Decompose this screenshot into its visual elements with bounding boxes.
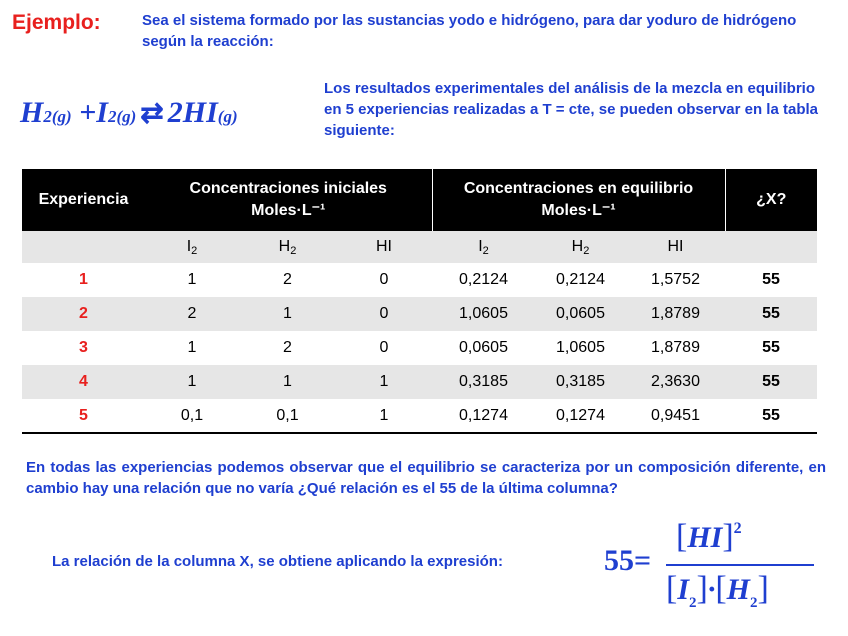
- example-heading: Ejemplo:: [12, 11, 101, 34]
- header-experiencia: Experiencia: [22, 169, 145, 231]
- denominator-i: I: [677, 573, 690, 606]
- numerator-exponent: 2: [733, 520, 742, 537]
- subheader-i2-equilibrium: $I_2$: [432, 231, 535, 263]
- intro-text: Sea el sistema formado por las sustancias yodo e hidrógeno, para dar yoduro de hidrógeno según la reacción:: [142, 12, 797, 50]
- formula-fraction: [666, 514, 816, 614]
- cell-hi-initial: 1: [336, 365, 432, 399]
- relation-text: La relación de la columna X, se obtiene aplicando la expresión:: [52, 553, 503, 570]
- equilibrium-formula: [604, 514, 824, 614]
- cell-hi-initial: 0: [379, 271, 389, 288]
- product-hi: 2HI: [167, 96, 218, 129]
- cell-hi-initial: 1: [336, 399, 432, 433]
- cell-h2-initial: 2: [283, 339, 292, 356]
- cell-x: 55: [725, 399, 817, 433]
- header-equilibrium-line1: Concentraciones en equilibrio: [463, 180, 694, 197]
- cell-hi-equilibrium: 1,8789: [626, 297, 725, 331]
- cell-h2-equilibrium: 0,0605: [535, 297, 626, 331]
- header-initial-concentrations: [145, 169, 432, 231]
- cell-i2-initial: 1: [145, 365, 239, 399]
- table-header-row: [22, 169, 817, 231]
- cell-hi-initial: 0: [379, 339, 389, 356]
- subheader-h2-initial: $H_2$: [239, 231, 336, 263]
- cell-experiencia: 4: [22, 365, 145, 399]
- reaction-equation: [20, 96, 238, 130]
- header-initial-line2: Moles·L⁻¹: [251, 202, 326, 219]
- cell-h2-initial: 2: [283, 271, 292, 288]
- cell-experiencia: 5: [22, 399, 145, 433]
- cell-i2-equilibrium: 0,0605: [459, 339, 508, 356]
- table-row: [22, 297, 817, 331]
- cell-hi-equilibrium: 1,8789: [651, 339, 700, 356]
- subheader-empty: [22, 231, 145, 263]
- subheader-i2-initial: $I_2$: [145, 231, 239, 263]
- cell-h2-equilibrium: 0,3185: [535, 365, 626, 399]
- cell-x: 55: [725, 297, 817, 331]
- cell-i2-initial: 1: [187, 339, 197, 356]
- cell-hi-initial: 0: [336, 297, 432, 331]
- fraction-bar: [666, 564, 814, 566]
- cell-experiencia: 3: [79, 339, 88, 356]
- formula-lhs: 55=: [604, 544, 652, 577]
- cell-i2-initial: 0,1: [145, 399, 239, 433]
- header-x: ¿X?: [725, 169, 817, 231]
- denominator-h: H: [726, 573, 751, 606]
- formula-numerator: [HI]$^2$: [676, 518, 742, 555]
- plus-sign: +: [79, 96, 97, 129]
- header-initial-line1: Concentraciones iniciales: [189, 180, 387, 197]
- formula-equals: =: [634, 544, 652, 577]
- cell-h2-initial: 1: [239, 297, 336, 331]
- table-row: [22, 365, 817, 399]
- reactant-h: H: [20, 96, 44, 129]
- cell-h2-equilibrium: 0,2124: [556, 271, 605, 288]
- denominator-i-subscript: 2: [689, 595, 697, 611]
- header-equilibrium-line2: Moles·L⁻¹: [541, 202, 616, 219]
- formula-denominator: $[I_2]\cdot[H_2]$: [666, 570, 769, 611]
- table-subheader-row: [22, 231, 817, 263]
- subheader-h2-equilibrium: $H_2$: [535, 231, 626, 263]
- experiment-table: [22, 169, 817, 434]
- results-text: Los resultados experimentales del análisis de la mezcla en equilibrio en 5 experiencias realizadas a T = cte, se pueden observar en la tabla siguiente:: [324, 80, 818, 139]
- reactant-i-subscript: 2(g): [107, 107, 137, 126]
- denominator-dot: ·: [707, 573, 716, 606]
- subheader-x-empty: [725, 231, 817, 263]
- denominator-h-subscript: 2: [750, 595, 758, 611]
- table-row: [22, 263, 817, 297]
- header-equilibrium-concentrations: [432, 169, 725, 231]
- subheader-hi-equilibrium: HI: [626, 231, 725, 263]
- cell-hi-equilibrium: 0,9451: [626, 399, 725, 433]
- table-row: [22, 399, 817, 433]
- cell-i2-initial: 2: [145, 297, 239, 331]
- cell-x: 55: [762, 339, 780, 356]
- product-subscript: (g): [217, 107, 238, 126]
- cell-i2-equilibrium: 0,2124: [459, 271, 508, 288]
- cell-i2-equilibrium: 1,0605: [432, 297, 535, 331]
- cell-i2-equilibrium: 0,3185: [432, 365, 535, 399]
- equilibrium-arrow-icon: ⇄: [140, 98, 164, 129]
- cell-i2-initial: 1: [187, 271, 197, 288]
- cell-h2-equilibrium: 0,1274: [535, 399, 626, 433]
- cell-x: 55: [762, 271, 780, 288]
- cell-h2-initial: 0,1: [239, 399, 336, 433]
- cell-h2-equilibrium: 1,0605: [556, 339, 605, 356]
- cell-hi-equilibrium: 2,3630: [626, 365, 725, 399]
- observation-text: En todas las experiencias podemos observar que el equilibrio se caracteriza por un composición diferente, en cambio hay una relación que no varía ¿Qué relación es el 55 de la última columna?: [26, 459, 826, 497]
- subheader-hi-initial: HI: [336, 231, 432, 263]
- cell-i2-equilibrium: 0,1274: [432, 399, 535, 433]
- reactant-i: I: [96, 96, 108, 129]
- table-row: [22, 331, 817, 365]
- cell-h2-initial: 1: [239, 365, 336, 399]
- reactant-h-subscript: 2(g): [43, 107, 72, 126]
- cell-experiencia: 1: [79, 271, 88, 288]
- cell-hi-equilibrium: 1,5752: [651, 271, 700, 288]
- cell-x: 55: [725, 365, 817, 399]
- numerator-hi: HI: [687, 521, 723, 554]
- cell-experiencia: 2: [22, 297, 145, 331]
